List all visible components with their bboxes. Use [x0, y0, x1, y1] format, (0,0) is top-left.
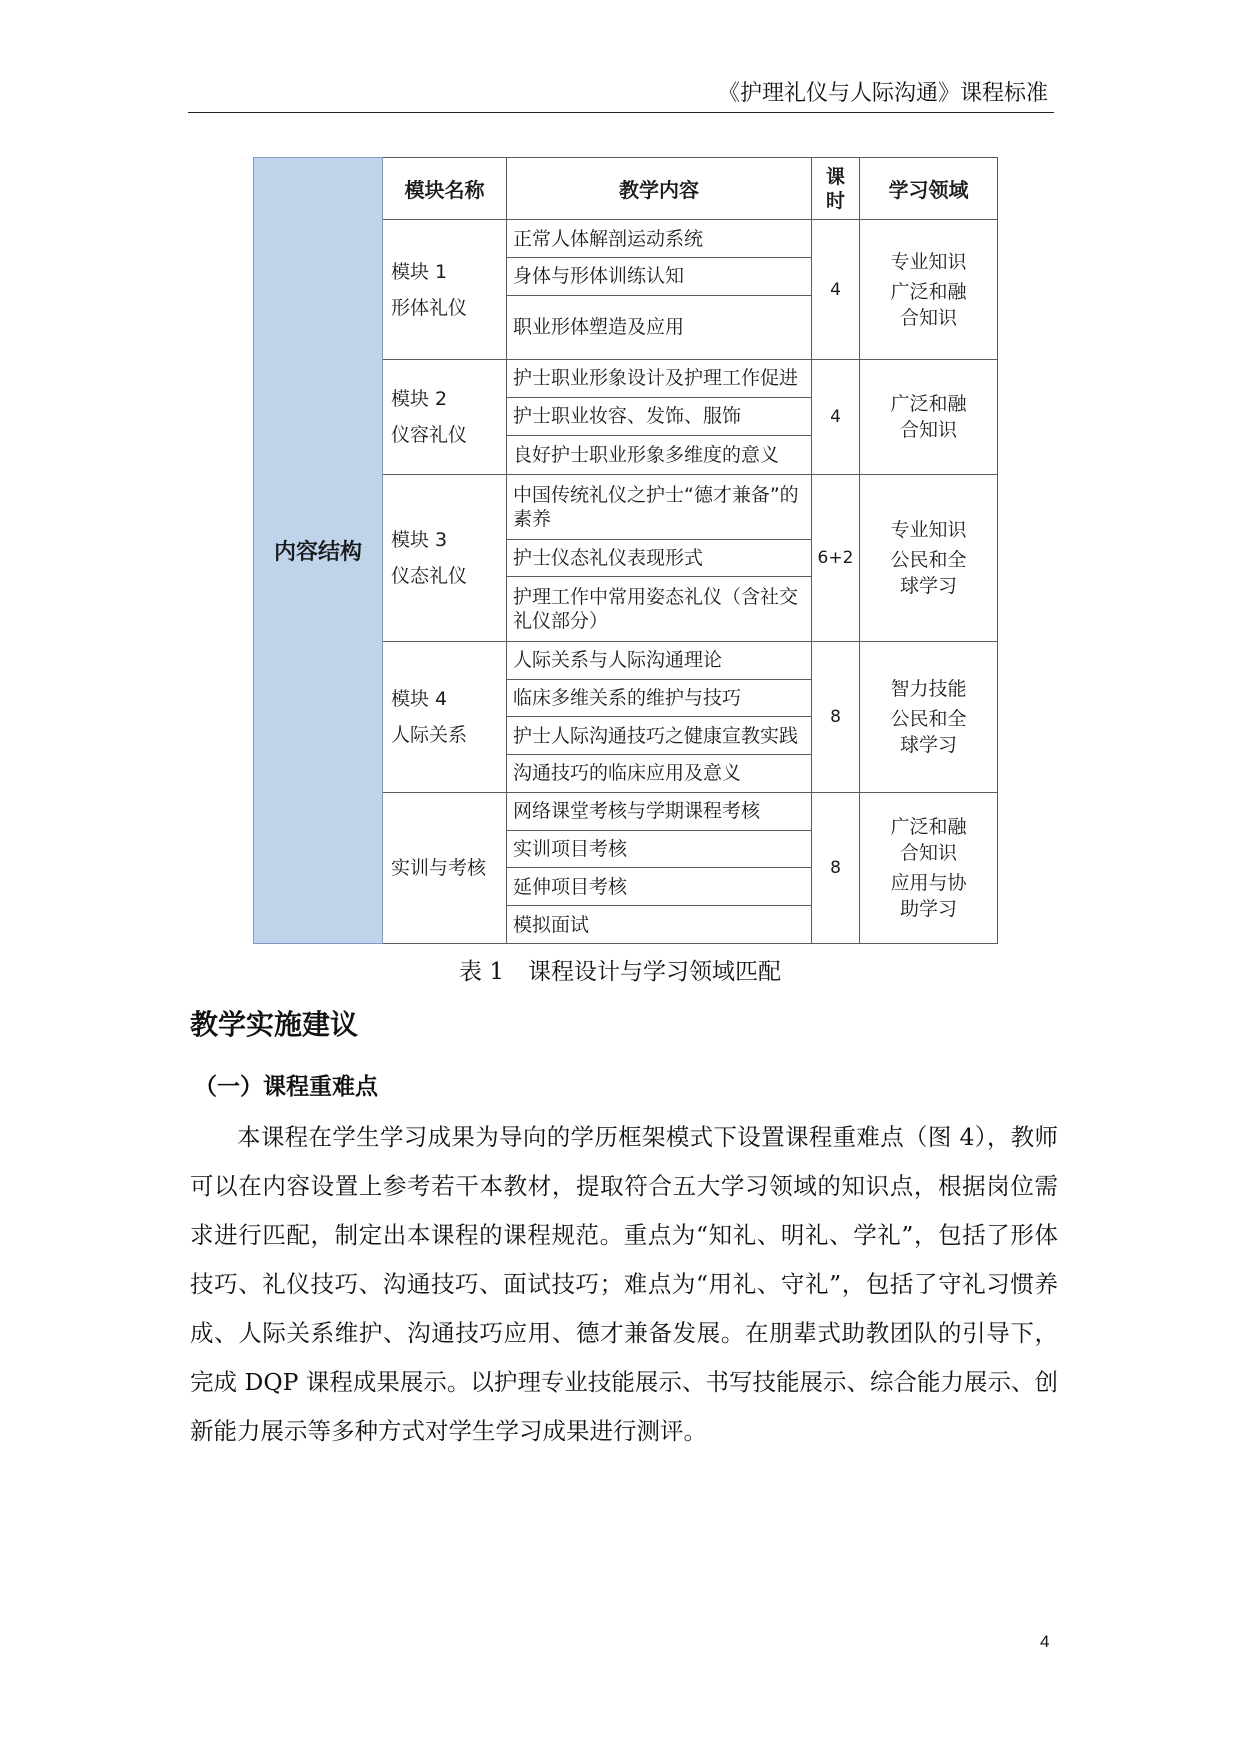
module-1-item-1: 正常人体解剖运动系统 — [507, 220, 812, 258]
module-5-name: 实训与考核 — [383, 792, 507, 943]
header-content: 教学内容 — [507, 158, 812, 220]
module-5-item-2: 实训项目考核 — [507, 830, 812, 868]
module-4-item-4: 沟通技巧的临床应用及意义 — [507, 755, 812, 793]
header-module: 模块名称 — [383, 158, 507, 220]
module-2-name: 模块 2 仪容礼仪 — [383, 360, 507, 475]
module-1-hours: 4 — [812, 220, 860, 360]
module-3-item-3: 护理工作中常用姿态礼仪（含社交礼仪部分） — [507, 577, 812, 641]
module-3-item-1: 中国传统礼仪之护士“德才兼备”的素养 — [507, 475, 812, 539]
module-3-hours: 6+2 — [812, 475, 860, 641]
module-2-item-3: 良好护士职业形象多维度的意义 — [507, 435, 812, 475]
module-5-item-3: 延伸项目考核 — [507, 868, 812, 906]
module-5-item-1: 网络课堂考核与学期课程考核 — [507, 792, 812, 830]
module-5-domains: 广泛和融合知识 应用与协助学习 — [860, 792, 998, 943]
header-domain: 学习领域 — [860, 158, 998, 220]
module-4-hours: 8 — [812, 641, 860, 792]
module-1-item-2: 身体与形体训练认知 — [507, 258, 812, 296]
module-4-item-3: 护士人际沟通技巧之健康宣教实践 — [507, 717, 812, 755]
page-number: 4 — [1040, 1632, 1050, 1651]
module-2-domains: 广泛和融合知识 — [860, 360, 998, 475]
module-3-name: 模块 3 仪态礼仪 — [383, 475, 507, 641]
body-paragraph: 本课程在学生学习成果为导向的学历框架模式下设置课程重难点（图 4），教师可以在内容设置上参考若干本教材，提取符合五大学习领域的知识点，根据岗位需求进行匹配，制定出本课程的课程规范。重点为“知礼、明礼、学礼”，包括了形体技巧、礼仪技巧、沟通技巧、面试技巧；难点为“用礼、守礼”，包括了守礼习惯养成、人际关系维护、沟通技巧应用、德才兼备发展。在朋辈式助教团队的引导下，完成 DQP 课程成果展示。以护理专业技能展示、书写技能展示、综合能力展示、创新能力展示等多种方式对学生学习成果进行测评。 — [190, 1123, 1058, 1445]
module-1-name: 模块 1 形体礼仪 — [383, 220, 507, 360]
header-title: 《护理礼仪与人际沟通》课程标准 — [717, 81, 1048, 106]
module-4-domains: 智力技能 公民和全球学习 — [860, 641, 998, 792]
module-2-hours: 4 — [812, 360, 860, 475]
module-1-domains: 专业知识 广泛和融合知识 — [860, 220, 998, 360]
module-5-hours: 8 — [812, 792, 860, 943]
module-2-item-1: 护士职业形象设计及护理工作促进 — [507, 360, 812, 398]
header-hours: 课时 — [812, 158, 860, 220]
module-4-item-1: 人际关系与人际沟通理论 — [507, 641, 812, 679]
caption-text: 课程设计与学习领域匹配 — [527, 959, 781, 985]
subsection-title: （一）课程重难点 — [194, 1074, 378, 1100]
module-3-domains: 专业知识 公民和全球学习 — [860, 475, 998, 641]
module-3-item-2: 护士仪态礼仪表现形式 — [507, 539, 812, 577]
course-module-table — [253, 157, 997, 944]
page-header — [188, 82, 1054, 113]
content-structure-label: 内容结构 — [254, 158, 383, 944]
caption-label: 表 1 — [459, 959, 504, 985]
module-1-item-3: 职业形体塑造及应用 — [507, 295, 812, 359]
module-table — [253, 157, 998, 944]
module-2-item-2: 护士职业妆容、发饰、服饰 — [507, 397, 812, 435]
module-4-item-2: 临床多维关系的维护与技巧 — [507, 679, 812, 717]
module-5-item-4: 模拟面试 — [507, 906, 812, 944]
table-header-row — [254, 158, 998, 220]
section-title: 教学实施建议 — [190, 1008, 359, 1041]
table-caption — [0, 957, 1240, 987]
module-4-name: 模块 4 人际关系 — [383, 641, 507, 792]
